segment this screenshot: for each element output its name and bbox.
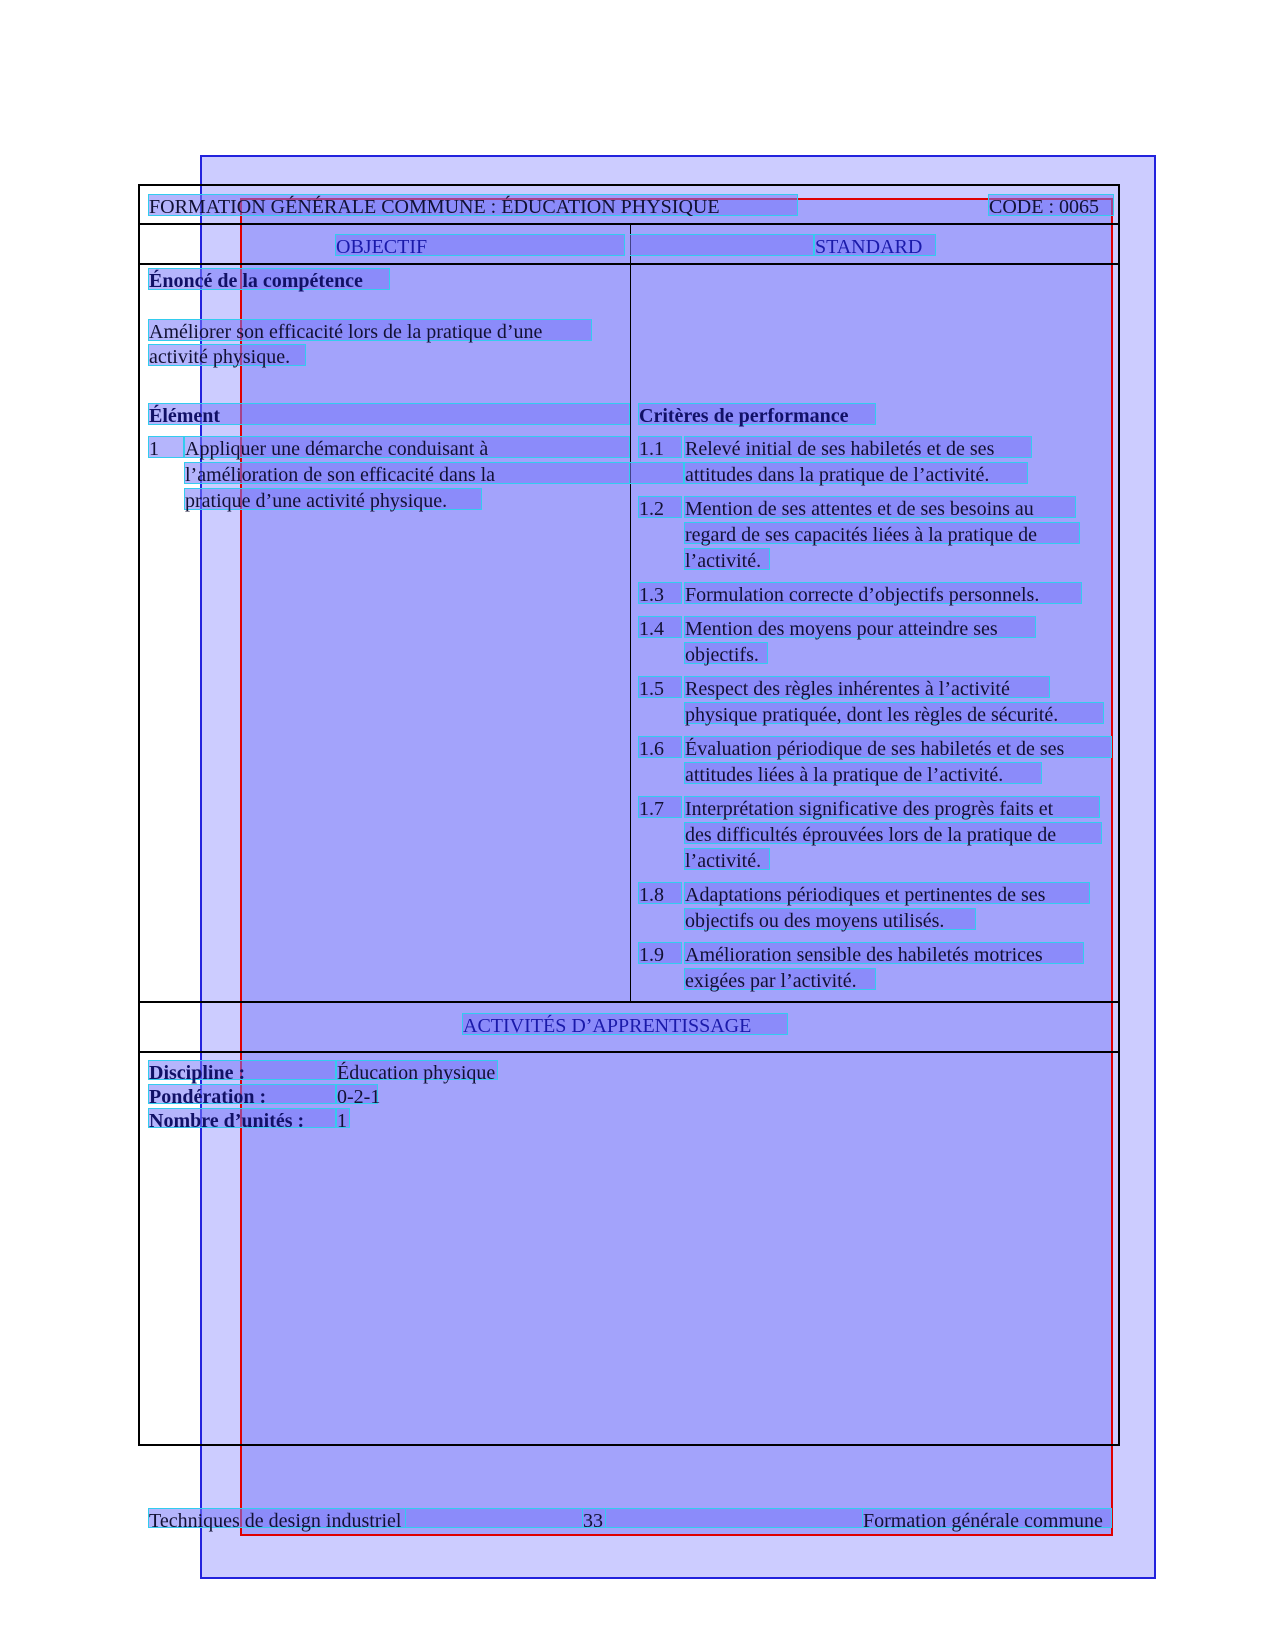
activity-label-unites: Nombre d’unités : [148, 1108, 336, 1128]
activities-heading: ACTIVITÉS D’APPRENTISSAGE [462, 1013, 788, 1035]
footer-right: Formation générale commune [862, 1508, 1112, 1528]
criterion-number: 1.7 [638, 796, 682, 818]
criterion-line: Interprétation significative des progrès faits et [684, 796, 1100, 818]
criterion-line: Relevé initial de ses habiletés et de ses [684, 436, 1032, 458]
criterion-line: Formulation correcte d’objectifs personnels. [684, 582, 1082, 604]
criterion-line: Respect des règles inhérentes à l’activité [684, 676, 1050, 698]
footer-page-number: 33 [582, 1508, 606, 1528]
competence-line-1: Améliorer son efficacité lors de la pratique d’une [148, 319, 592, 341]
element-line-2: l’amélioration de son efficacité dans la [184, 462, 630, 484]
criterion-line: objectifs. [684, 642, 768, 664]
footer-spacer-bar-2 [606, 1508, 862, 1528]
column-standard: STANDARD [814, 234, 936, 256]
activity-value-ponderation: 0-2-1 [337, 1086, 381, 1108]
activity-label-ponderation: Pondération : [148, 1084, 336, 1104]
footer-left: Techniques de design industriel [148, 1508, 406, 1528]
criterion-line: attitudes liées à la pratique de l’activité. [684, 762, 1042, 784]
criterion-line: Amélioration sensible des habiletés motrices [684, 942, 1084, 964]
criterion-line: Mention de ses attentes et de ses besoins au [684, 496, 1076, 518]
activity-label-discipline: Discipline : [148, 1060, 336, 1080]
competence-heading: Énoncé de la compétence [148, 268, 390, 290]
criterion-line: Mention des moyens pour atteindre ses [684, 616, 1036, 638]
criterion-line: l’activité. [684, 848, 770, 870]
criterion-line: attitudes dans la pratique de l’activité. [684, 462, 1028, 484]
criterion-number: 1.6 [638, 736, 682, 758]
header-title: FORMATION GÉNÉRALE COMMUNE : ÉDUCATION PHYSIQUE [148, 194, 798, 216]
footer-spacer-bar [406, 1508, 582, 1528]
element-heading: Élément [148, 403, 630, 425]
element-number: 1 [148, 436, 184, 458]
criterion-number: 1.8 [638, 882, 682, 904]
column-divider [630, 223, 631, 1001]
competence-line-2: activité physique. [148, 344, 306, 366]
activity-value-unites: 1 [336, 1108, 350, 1128]
criterion-number: 1.4 [638, 616, 682, 638]
criterion-line: physique pratiquée, dont les règles de sécurité. [684, 702, 1104, 724]
criterion-line: Évaluation périodique de ses habiletés et de ses [684, 736, 1112, 758]
column-standard-bar [630, 234, 814, 256]
criterion-number: 1.1 [638, 436, 682, 458]
element-line-1: Appliquer une démarche conduisant à [184, 436, 630, 458]
column-objectif: OBJECTIF [335, 234, 625, 256]
rule-under-activities [138, 1051, 1120, 1053]
activity-value-discipline: Éducation physique [336, 1060, 498, 1080]
criterion-line: Adaptations périodiques et pertinentes de ses [684, 882, 1090, 904]
header-code: CODE : 0065 [988, 194, 1114, 216]
element-line-3: pratique d’une activité physique. [184, 488, 482, 510]
rule-above-activities [138, 1001, 1120, 1003]
criterion-line: objectifs ou des moyens utilisés. [684, 908, 976, 930]
rule-under-header [138, 223, 1120, 225]
criterion-number: 1.9 [638, 942, 682, 964]
criteria-heading: Critères de performance [638, 403, 876, 425]
criterion-line: l’activité. [684, 548, 770, 570]
criterion-line: regard de ses capacités liées à la pratique de [684, 522, 1080, 544]
criterion-number: 1.3 [638, 582, 682, 604]
rule-under-columns [138, 263, 1120, 265]
criterion-spacer-bar [630, 462, 684, 484]
criterion-line: des difficultés éprouvées lors de la pratique de [684, 822, 1102, 844]
criterion-number: 1.5 [638, 676, 682, 698]
criterion-number: 1.2 [638, 496, 682, 518]
criterion-line: exigées par l’activité. [684, 968, 876, 990]
